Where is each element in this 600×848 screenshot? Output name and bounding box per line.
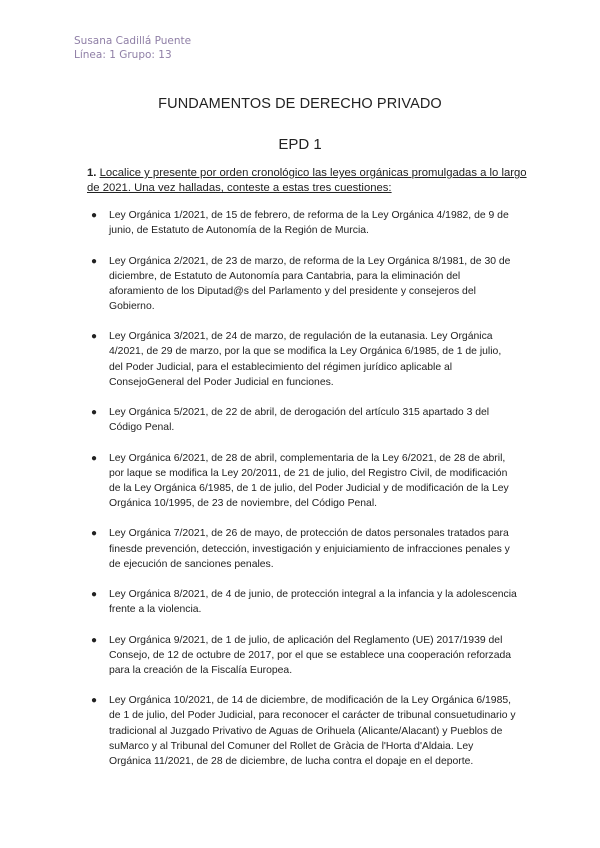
list-item	[87, 208, 517, 238]
bullet-icon: ●	[91, 407, 98, 419]
law-text: Ley Orgánica 1/2021, de 15 de febrero, de reforma de la Ley Orgánica 4/1982, de 9 de junio, de Estatuto de Autonomía de la Región de Murcia.	[109, 210, 509, 237]
question-1	[87, 166, 527, 196]
group-info: Línea: 1 Grupo: 13	[74, 49, 172, 61]
list-item	[87, 526, 517, 571]
document-header	[74, 34, 191, 62]
law-text: Ley Orgánica 8/2021, de 4 de junio, de protección integral a la infancia y la adolescencia frente a la violencia.	[109, 589, 517, 616]
law-text: Ley Orgánica 3/2021, de 24 de marzo, de regulación de la eutanasia. Ley Orgánica 4/2021, de 29 de marzo, por la que se modifica la Ley Orgánica 6/1985, de 1 de julio, del Poder Judicial, para el establecimiento del régimen jurídico aplicable al ConsejoGeneral del Poder Judicial en funciones.	[109, 331, 502, 388]
bullet-icon: ●	[91, 634, 98, 646]
list-item	[87, 329, 517, 389]
law-text: Ley Orgánica 5/2021, de 22 de abril, de derogación del artículo 315 apartado 3 del Código Penal.	[109, 407, 490, 434]
list-item	[87, 693, 517, 768]
author-name: Susana Cadillá Puente	[74, 35, 192, 47]
list-item	[87, 254, 517, 314]
law-text: Ley Orgánica 6/2021, de 28 de abril, complementaria de la Ley 6/2021, de 28 de abril, por laque se modifica la Ley 20/2011, de 21 de julio, del Registro Civil, de modificación de la Ley Orgánica 6/1985, de 1 de julio, del Poder Judicial y de modificación de la Ley Orgánica 10/1995, de 23 de noviembre, del Código Penal.	[109, 452, 509, 509]
bullet-icon: ●	[91, 695, 98, 707]
bullet-icon: ●	[91, 331, 98, 343]
law-text: Ley Orgánica 2/2021, de 23 de marzo, de reforma de la Ley Orgánica 8/1981, de 30 de diciembre, de Estatuto de Autonomía para Cantabria, para la eliminación del aforamiento de los Diputad@s del Parlamento y del presidente y consejeros del Gobierno.	[109, 255, 511, 312]
bullet-icon: ●	[91, 452, 98, 464]
list-item	[87, 451, 517, 511]
law-text: Ley Orgánica 7/2021, de 26 de mayo, de protección de datos personales tratados para finesde prevención, detección, investigación y enjuiciamiento de infracciones penales y de ejecución de sanciones penales.	[109, 528, 510, 570]
list-item	[87, 405, 517, 435]
law-text: Ley Orgánica 10/2021, de 14 de diciembre, de modificación de la Ley Orgánica 6/1985, de 1 de julio, del Poder Judicial, para reconocer el carácter de tribunal consuetudinario y tradicional al Juzgado Privativo de Aguas de Orihuela (Alicante/Alacant) y Pueblos de suMarco y al Tribunal del Comuner del Rollet de Gràcia de l'Horta d'Aldaia. Ley Orgánica 11/2021, de 28 de diciembre, de lucha contra el dopaje en el deporte.	[109, 695, 516, 767]
page-subtitle: EPD 1	[278, 136, 322, 153]
question-text: Localice y presente por orden cronológico las leyes orgánicas promulgadas a lo largo de 2021. Una vez halladas, conteste a estas tres cuestiones:	[87, 167, 527, 194]
bullet-icon: ●	[91, 210, 98, 221]
list-item	[87, 633, 517, 678]
question-number: 1.	[87, 167, 97, 179]
bullet-icon: ●	[91, 528, 98, 540]
page-title: FUNDAMENTOS DE DERECHO PRIVADO	[158, 96, 442, 112]
law-text: Ley Orgánica 9/2021, de 1 de julio, de aplicación del Reglamento (UE) 2017/1939 del Consejo, de 12 de octubre de 2017, por el que se establece una cooperación reforzada para la creación de la Fiscalía Europea.	[109, 634, 512, 676]
bullet-icon: ●	[91, 255, 98, 267]
list-item	[87, 587, 517, 617]
laws-list	[87, 208, 517, 784]
bullet-icon: ●	[91, 589, 98, 601]
